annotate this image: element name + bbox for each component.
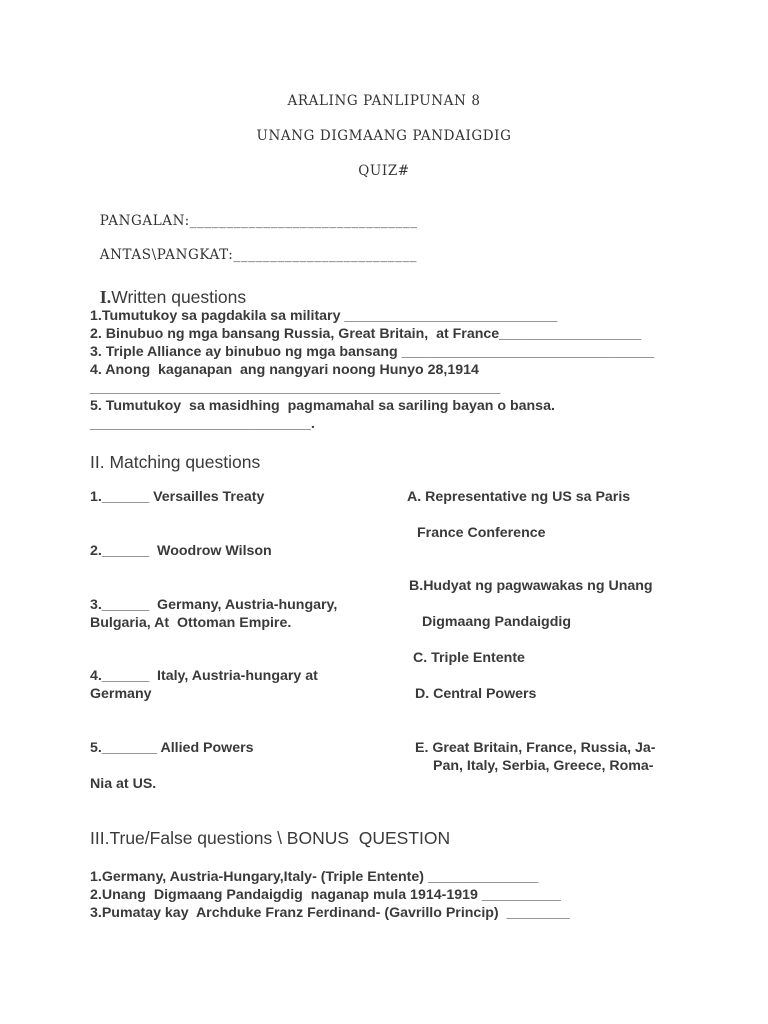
section-1-heading (90, 266, 246, 308)
true-false-question-3: 3.Pumatay kay Archduke Franz Ferdinand- (Gavrillo Princip) ________ (90, 905, 570, 921)
grade-blank: _________________________ (233, 247, 418, 263)
quiz-title: QUIZ# (358, 163, 410, 179)
matching-item-1: 1.______ Versailles Treaty (90, 489, 265, 505)
section-3-heading: III.True/False questions \ BONUS QUESTION (90, 828, 451, 848)
matching-choice-e-cont: Pan, Italy, Serbia, Greece, Roma- (433, 758, 654, 774)
written-question-4-blank: ____________________________________________________ (90, 380, 501, 396)
name-blank: _______________________________ (189, 213, 418, 229)
true-false-question-1: 1.Germany, Austria-Hungary,Italy- (Triple Entente) ______________ (90, 869, 539, 885)
section-1-title: Written questions (111, 287, 247, 307)
written-question-5: 5. Tumutukoy sa masidhing pagmamahal sa sariling bayan o bansa. (90, 398, 555, 414)
subject-title: ARALING PANLIPUNAN 8 (287, 93, 481, 109)
matching-item-5: 5._______ Allied Powers (90, 740, 254, 756)
matching-item-4-cont: Germany (90, 686, 152, 702)
matching-choice-e: E. Great Britain, France, Russia, Ja- (415, 740, 656, 756)
written-question-2: 2. Binubuo ng mga bansang Russia, Great Britain, at France__________________ (90, 326, 642, 342)
matching-item-3: 3.______ Germany, Austria-hungary, (90, 597, 338, 613)
section-2-heading: II. Matching questions (90, 452, 261, 472)
matching-item-3-cont: Bulgaria, At Ottoman Empire. (90, 615, 292, 631)
topic-title: UNANG DIGMAANG PANDAIGDIG (256, 128, 512, 144)
written-question-3: 3. Triple Alliance ay binubuo ng mga bansang ________________________________ (90, 344, 655, 360)
name-label: PANGALAN: (99, 213, 190, 229)
matching-choice-b-cont: Digmaang Pandaigdig (422, 614, 571, 630)
true-false-question-2: 2.Unang Digmaang Pandaigdig naganap mula 1914-1919 __________ (90, 887, 561, 903)
written-question-5-blank: ____________________________. (90, 416, 315, 432)
matching-choice-a: A. Representative ng US sa Paris (407, 489, 631, 505)
matching-choice-a-cont: France Conference (417, 525, 546, 541)
section-1-numeral: I. (99, 287, 112, 307)
written-question-4: 4. Anong kaganapan ang nangyari noong Hunyo 28,1914 (90, 362, 479, 378)
grade-field (90, 231, 417, 263)
matching-choice-b: B.Hudyat ng pagwawakas ng Unang (409, 578, 653, 594)
matching-item-5-cont: Nia at US. (90, 776, 157, 792)
matching-item-4: 4.______ Italy, Austria-hungary at (90, 668, 318, 684)
written-question-1: 1.Tumutukoy sa pagdakila sa military ___________________________ (90, 308, 558, 324)
name-field (90, 197, 418, 229)
grade-label: ANTAS\PANGKAT: (99, 247, 234, 263)
matching-choice-d: D. Central Powers (415, 686, 537, 702)
matching-item-2: 2.______ Woodrow Wilson (90, 543, 272, 559)
matching-choice-c: C. Triple Entente (413, 650, 525, 666)
